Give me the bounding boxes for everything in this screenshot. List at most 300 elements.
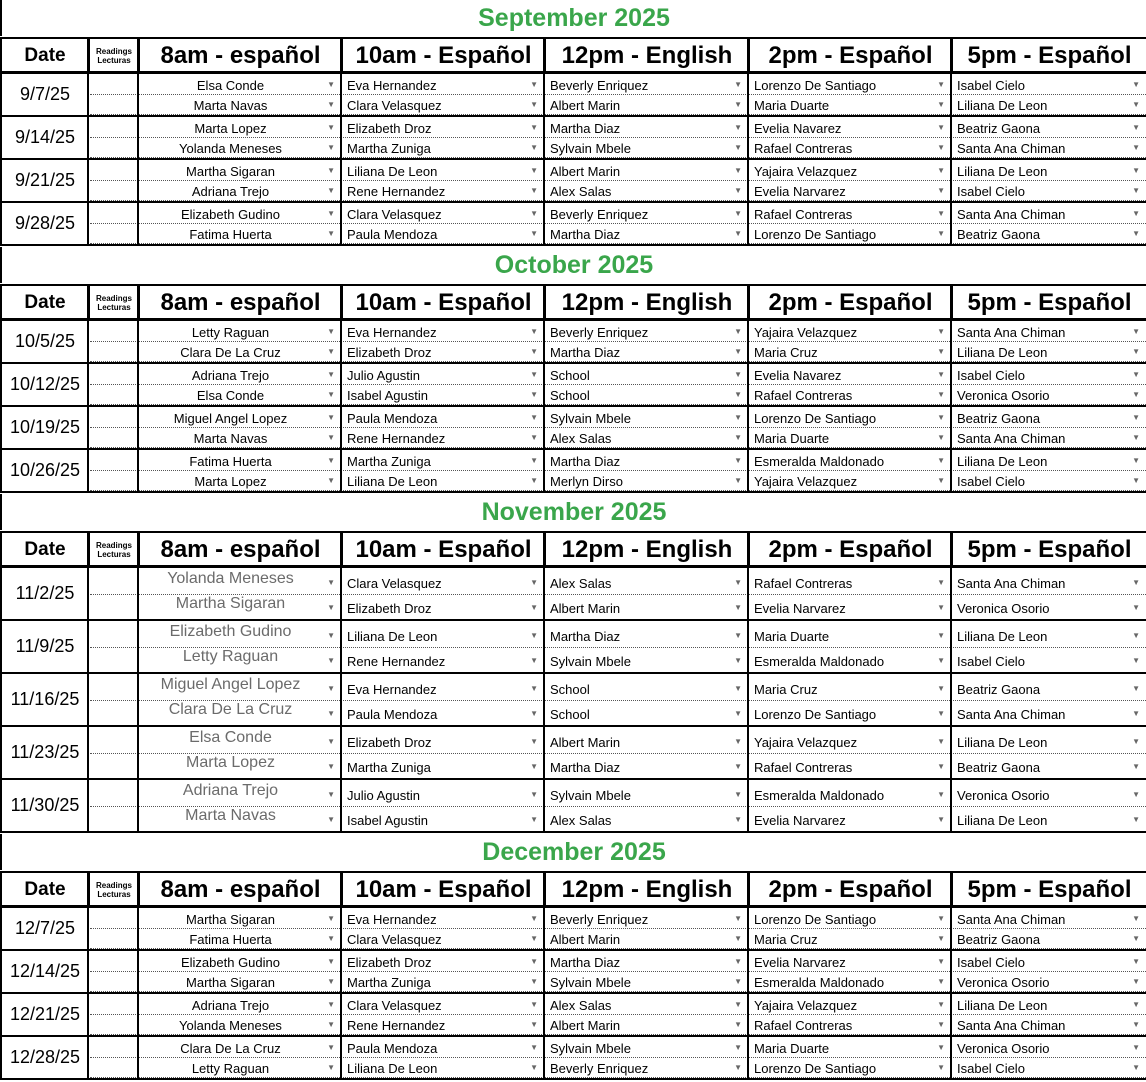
assignment-dropdown[interactable]	[749, 782, 950, 807]
dropdown-arrow-icon[interactable]: ▼	[734, 977, 742, 986]
dropdown-arrow-icon[interactable]: ▼	[530, 370, 538, 379]
assignment-dropdown[interactable]	[139, 807, 340, 832]
dropdown-arrow-icon[interactable]: ▼	[1132, 914, 1140, 923]
assignment-dropdown[interactable]	[342, 161, 543, 181]
dropdown-arrow-icon[interactable]: ▼	[1132, 229, 1140, 238]
dropdown-arrow-icon[interactable]: ▼	[734, 476, 742, 485]
assignment-dropdown[interactable]	[342, 676, 543, 701]
dropdown-arrow-icon[interactable]: ▼	[530, 977, 538, 986]
assignment-dropdown[interactable]	[749, 570, 950, 595]
dropdown-arrow-icon[interactable]: ▼	[530, 814, 538, 824]
assignment-dropdown[interactable]	[342, 754, 543, 779]
dropdown-arrow-icon[interactable]: ▼	[937, 630, 945, 640]
dropdown-arrow-icon[interactable]: ▼	[734, 630, 742, 640]
dropdown-arrow-icon[interactable]: ▼	[937, 390, 945, 399]
dropdown-arrow-icon[interactable]: ▼	[1132, 602, 1140, 612]
dropdown-arrow-icon[interactable]: ▼	[530, 736, 538, 746]
dropdown-arrow-icon[interactable]: ▼	[734, 1063, 742, 1072]
assignment-dropdown[interactable]	[749, 729, 950, 754]
dropdown-arrow-icon[interactable]: ▼	[937, 914, 945, 923]
assignment-dropdown[interactable]	[342, 204, 543, 224]
assignment-dropdown[interactable]	[545, 952, 747, 972]
dropdown-arrow-icon[interactable]: ▼	[734, 123, 742, 132]
assignment-dropdown[interactable]	[342, 451, 543, 471]
assignment-dropdown[interactable]	[749, 595, 950, 620]
dropdown-arrow-icon[interactable]: ▼	[1132, 370, 1140, 379]
dropdown-arrow-icon[interactable]: ▼	[937, 370, 945, 379]
assignment-dropdown[interactable]	[342, 408, 543, 428]
dropdown-arrow-icon[interactable]: ▼	[327, 80, 335, 89]
dropdown-arrow-icon[interactable]: ▼	[530, 934, 538, 943]
assignment-dropdown[interactable]	[139, 701, 340, 726]
dropdown-arrow-icon[interactable]: ▼	[734, 577, 742, 587]
assignment-dropdown[interactable]	[545, 995, 747, 1015]
dropdown-arrow-icon[interactable]: ▼	[530, 683, 538, 693]
dropdown-arrow-icon[interactable]: ▼	[1132, 934, 1140, 943]
assignment-dropdown[interactable]	[545, 648, 747, 673]
dropdown-arrow-icon[interactable]: ▼	[1132, 814, 1140, 824]
dropdown-arrow-icon[interactable]: ▼	[530, 789, 538, 799]
assignment-dropdown[interactable]	[952, 1015, 1145, 1035]
assignment-dropdown[interactable]	[545, 365, 747, 385]
dropdown-arrow-icon[interactable]: ▼	[530, 80, 538, 89]
dropdown-arrow-icon[interactable]: ▼	[734, 209, 742, 218]
dropdown-arrow-icon[interactable]: ▼	[937, 1063, 945, 1072]
dropdown-arrow-icon[interactable]: ▼	[1132, 1000, 1140, 1009]
assignment-dropdown[interactable]	[749, 118, 950, 138]
dropdown-arrow-icon[interactable]: ▼	[327, 708, 335, 718]
dropdown-arrow-icon[interactable]: ▼	[327, 1063, 335, 1072]
assignment-dropdown[interactable]	[342, 929, 543, 949]
dropdown-arrow-icon[interactable]: ▼	[734, 761, 742, 771]
assignment-dropdown[interactable]	[952, 365, 1145, 385]
assignment-dropdown[interactable]	[342, 1058, 543, 1078]
dropdown-arrow-icon[interactable]: ▼	[1132, 1020, 1140, 1029]
assignment-dropdown[interactable]	[952, 1058, 1145, 1078]
dropdown-arrow-icon[interactable]: ▼	[530, 347, 538, 356]
dropdown-arrow-icon[interactable]: ▼	[327, 630, 335, 640]
assignment-dropdown[interactable]	[749, 451, 950, 471]
dropdown-arrow-icon[interactable]: ▼	[327, 736, 335, 746]
dropdown-arrow-icon[interactable]: ▼	[327, 413, 335, 422]
dropdown-arrow-icon[interactable]: ▼	[937, 957, 945, 966]
dropdown-arrow-icon[interactable]: ▼	[734, 683, 742, 693]
dropdown-arrow-icon[interactable]: ▼	[1132, 143, 1140, 152]
dropdown-arrow-icon[interactable]: ▼	[937, 413, 945, 422]
dropdown-arrow-icon[interactable]: ▼	[530, 1063, 538, 1072]
assignment-dropdown[interactable]	[952, 595, 1145, 620]
assignment-dropdown[interactable]	[342, 729, 543, 754]
assignment-dropdown[interactable]	[952, 952, 1145, 972]
assignment-dropdown[interactable]	[749, 648, 950, 673]
assignment-dropdown[interactable]	[749, 623, 950, 648]
dropdown-arrow-icon[interactable]: ▼	[734, 143, 742, 152]
assignment-dropdown[interactable]	[952, 204, 1145, 224]
dropdown-arrow-icon[interactable]: ▼	[937, 80, 945, 89]
assignment-dropdown[interactable]	[952, 1038, 1145, 1058]
dropdown-arrow-icon[interactable]: ▼	[734, 708, 742, 718]
dropdown-arrow-icon[interactable]: ▼	[734, 655, 742, 665]
assignment-dropdown[interactable]	[952, 570, 1145, 595]
dropdown-arrow-icon[interactable]: ▼	[937, 577, 945, 587]
assignment-dropdown[interactable]	[749, 701, 950, 726]
assignment-dropdown[interactable]	[545, 623, 747, 648]
assignment-dropdown[interactable]	[749, 181, 950, 201]
assignment-dropdown[interactable]	[139, 385, 340, 405]
assignment-dropdown[interactable]	[952, 385, 1145, 405]
assignment-dropdown[interactable]	[749, 676, 950, 701]
dropdown-arrow-icon[interactable]: ▼	[734, 914, 742, 923]
assignment-dropdown[interactable]	[139, 408, 340, 428]
assignment-dropdown[interactable]	[952, 181, 1145, 201]
dropdown-arrow-icon[interactable]: ▼	[734, 166, 742, 175]
assignment-dropdown[interactable]	[545, 676, 747, 701]
dropdown-arrow-icon[interactable]: ▼	[327, 433, 335, 442]
dropdown-arrow-icon[interactable]: ▼	[734, 433, 742, 442]
dropdown-arrow-icon[interactable]: ▼	[327, 602, 335, 612]
assignment-dropdown[interactable]	[749, 995, 950, 1015]
assignment-dropdown[interactable]	[139, 451, 340, 471]
dropdown-arrow-icon[interactable]: ▼	[937, 1043, 945, 1052]
dropdown-arrow-icon[interactable]: ▼	[937, 736, 945, 746]
dropdown-arrow-icon[interactable]: ▼	[530, 476, 538, 485]
dropdown-arrow-icon[interactable]: ▼	[937, 347, 945, 356]
assignment-dropdown[interactable]	[342, 471, 543, 491]
dropdown-arrow-icon[interactable]: ▼	[1132, 186, 1140, 195]
assignment-dropdown[interactable]	[139, 754, 340, 779]
dropdown-arrow-icon[interactable]: ▼	[1132, 957, 1140, 966]
assignment-dropdown[interactable]	[545, 451, 747, 471]
assignment-dropdown[interactable]	[952, 95, 1145, 115]
assignment-dropdown[interactable]	[342, 1038, 543, 1058]
assignment-dropdown[interactable]	[952, 995, 1145, 1015]
assignment-dropdown[interactable]	[952, 972, 1145, 992]
assignment-dropdown[interactable]	[952, 676, 1145, 701]
dropdown-arrow-icon[interactable]: ▼	[734, 1000, 742, 1009]
dropdown-arrow-icon[interactable]: ▼	[327, 761, 335, 771]
assignment-dropdown[interactable]	[139, 342, 340, 362]
assignment-dropdown[interactable]	[545, 807, 747, 832]
assignment-dropdown[interactable]	[342, 138, 543, 158]
dropdown-arrow-icon[interactable]: ▼	[327, 143, 335, 152]
dropdown-arrow-icon[interactable]: ▼	[1132, 655, 1140, 665]
assignment-dropdown[interactable]	[545, 428, 747, 448]
assignment-dropdown[interactable]	[545, 471, 747, 491]
assignment-dropdown[interactable]	[545, 138, 747, 158]
dropdown-arrow-icon[interactable]: ▼	[530, 957, 538, 966]
dropdown-arrow-icon[interactable]: ▼	[327, 1000, 335, 1009]
dropdown-arrow-icon[interactable]: ▼	[327, 683, 335, 693]
assignment-dropdown[interactable]	[139, 118, 340, 138]
assignment-dropdown[interactable]	[139, 95, 340, 115]
assignment-dropdown[interactable]	[952, 807, 1145, 832]
assignment-dropdown[interactable]	[749, 754, 950, 779]
assignment-dropdown[interactable]	[139, 595, 340, 620]
assignment-dropdown[interactable]	[545, 754, 747, 779]
dropdown-arrow-icon[interactable]: ▼	[937, 683, 945, 693]
dropdown-arrow-icon[interactable]: ▼	[327, 577, 335, 587]
dropdown-arrow-icon[interactable]: ▼	[327, 655, 335, 665]
dropdown-arrow-icon[interactable]: ▼	[937, 1000, 945, 1009]
dropdown-arrow-icon[interactable]: ▼	[937, 209, 945, 218]
assignment-dropdown[interactable]	[545, 1038, 747, 1058]
dropdown-arrow-icon[interactable]: ▼	[937, 123, 945, 132]
assignment-dropdown[interactable]	[545, 385, 747, 405]
dropdown-arrow-icon[interactable]: ▼	[937, 708, 945, 718]
dropdown-arrow-icon[interactable]: ▼	[734, 80, 742, 89]
dropdown-arrow-icon[interactable]: ▼	[937, 977, 945, 986]
dropdown-arrow-icon[interactable]: ▼	[937, 655, 945, 665]
dropdown-arrow-icon[interactable]: ▼	[937, 934, 945, 943]
dropdown-arrow-icon[interactable]: ▼	[937, 100, 945, 109]
assignment-dropdown[interactable]	[749, 428, 950, 448]
assignment-dropdown[interactable]	[139, 909, 340, 929]
assignment-dropdown[interactable]	[139, 929, 340, 949]
dropdown-arrow-icon[interactable]: ▼	[1132, 736, 1140, 746]
assignment-dropdown[interactable]	[749, 408, 950, 428]
dropdown-arrow-icon[interactable]: ▼	[327, 390, 335, 399]
assignment-dropdown[interactable]	[545, 729, 747, 754]
assignment-dropdown[interactable]	[545, 972, 747, 992]
assignment-dropdown[interactable]	[139, 676, 340, 701]
dropdown-arrow-icon[interactable]: ▼	[530, 1020, 538, 1029]
assignment-dropdown[interactable]	[749, 929, 950, 949]
assignment-dropdown[interactable]	[952, 701, 1145, 726]
assignment-dropdown[interactable]	[545, 75, 747, 95]
assignment-dropdown[interactable]	[139, 952, 340, 972]
dropdown-arrow-icon[interactable]: ▼	[734, 229, 742, 238]
dropdown-arrow-icon[interactable]: ▼	[937, 814, 945, 824]
assignment-dropdown[interactable]	[952, 729, 1145, 754]
assignment-dropdown[interactable]	[342, 428, 543, 448]
assignment-dropdown[interactable]	[545, 342, 747, 362]
assignment-dropdown[interactable]	[139, 1038, 340, 1058]
dropdown-arrow-icon[interactable]: ▼	[327, 1043, 335, 1052]
assignment-dropdown[interactable]	[342, 322, 543, 342]
assignment-dropdown[interactable]	[139, 570, 340, 595]
dropdown-arrow-icon[interactable]: ▼	[734, 1043, 742, 1052]
dropdown-arrow-icon[interactable]: ▼	[734, 327, 742, 336]
assignment-dropdown[interactable]	[342, 570, 543, 595]
assignment-dropdown[interactable]	[545, 161, 747, 181]
dropdown-arrow-icon[interactable]: ▼	[1132, 100, 1140, 109]
assignment-dropdown[interactable]	[952, 224, 1145, 244]
dropdown-arrow-icon[interactable]: ▼	[327, 814, 335, 824]
assignment-dropdown[interactable]	[545, 570, 747, 595]
dropdown-arrow-icon[interactable]: ▼	[734, 370, 742, 379]
assignment-dropdown[interactable]	[342, 648, 543, 673]
assignment-dropdown[interactable]	[545, 1015, 747, 1035]
assignment-dropdown[interactable]	[952, 161, 1145, 181]
dropdown-arrow-icon[interactable]: ▼	[937, 143, 945, 152]
assignment-dropdown[interactable]	[952, 909, 1145, 929]
dropdown-arrow-icon[interactable]: ▼	[1132, 476, 1140, 485]
assignment-dropdown[interactable]	[139, 181, 340, 201]
assignment-dropdown[interactable]	[545, 408, 747, 428]
dropdown-arrow-icon[interactable]: ▼	[530, 123, 538, 132]
dropdown-arrow-icon[interactable]: ▼	[734, 602, 742, 612]
dropdown-arrow-icon[interactable]: ▼	[937, 789, 945, 799]
dropdown-arrow-icon[interactable]: ▼	[327, 347, 335, 356]
assignment-dropdown[interactable]	[342, 995, 543, 1015]
dropdown-arrow-icon[interactable]: ▼	[937, 1020, 945, 1029]
assignment-dropdown[interactable]	[952, 322, 1145, 342]
assignment-dropdown[interactable]	[749, 95, 950, 115]
dropdown-arrow-icon[interactable]: ▼	[1132, 761, 1140, 771]
dropdown-arrow-icon[interactable]: ▼	[1132, 433, 1140, 442]
dropdown-arrow-icon[interactable]: ▼	[1132, 413, 1140, 422]
dropdown-arrow-icon[interactable]: ▼	[1132, 80, 1140, 89]
assignment-dropdown[interactable]	[139, 648, 340, 673]
assignment-dropdown[interactable]	[545, 95, 747, 115]
assignment-dropdown[interactable]	[139, 224, 340, 244]
assignment-dropdown[interactable]	[342, 952, 543, 972]
assignment-dropdown[interactable]	[545, 224, 747, 244]
assignment-dropdown[interactable]	[952, 428, 1145, 448]
dropdown-arrow-icon[interactable]: ▼	[530, 229, 538, 238]
assignment-dropdown[interactable]	[952, 75, 1145, 95]
dropdown-arrow-icon[interactable]: ▼	[937, 761, 945, 771]
assignment-dropdown[interactable]	[342, 224, 543, 244]
assignment-dropdown[interactable]	[749, 322, 950, 342]
assignment-dropdown[interactable]	[342, 909, 543, 929]
assignment-dropdown[interactable]	[749, 1038, 950, 1058]
dropdown-arrow-icon[interactable]: ▼	[734, 934, 742, 943]
assignment-dropdown[interactable]	[749, 807, 950, 832]
assignment-dropdown[interactable]	[342, 385, 543, 405]
assignment-dropdown[interactable]	[952, 782, 1145, 807]
assignment-dropdown[interactable]	[342, 118, 543, 138]
dropdown-arrow-icon[interactable]: ▼	[1132, 1063, 1140, 1072]
assignment-dropdown[interactable]	[952, 648, 1145, 673]
assignment-dropdown[interactable]	[545, 118, 747, 138]
dropdown-arrow-icon[interactable]: ▼	[327, 186, 335, 195]
dropdown-arrow-icon[interactable]: ▼	[530, 914, 538, 923]
assignment-dropdown[interactable]	[749, 972, 950, 992]
assignment-dropdown[interactable]	[342, 972, 543, 992]
dropdown-arrow-icon[interactable]: ▼	[1132, 123, 1140, 132]
dropdown-arrow-icon[interactable]: ▼	[327, 957, 335, 966]
assignment-dropdown[interactable]	[545, 595, 747, 620]
dropdown-arrow-icon[interactable]: ▼	[734, 789, 742, 799]
assignment-dropdown[interactable]	[749, 952, 950, 972]
dropdown-arrow-icon[interactable]: ▼	[530, 100, 538, 109]
assignment-dropdown[interactable]	[342, 1015, 543, 1035]
assignment-dropdown[interactable]	[342, 701, 543, 726]
dropdown-arrow-icon[interactable]: ▼	[937, 476, 945, 485]
dropdown-arrow-icon[interactable]: ▼	[1132, 789, 1140, 799]
dropdown-arrow-icon[interactable]: ▼	[734, 1020, 742, 1029]
assignment-dropdown[interactable]	[139, 623, 340, 648]
assignment-dropdown[interactable]	[545, 701, 747, 726]
dropdown-arrow-icon[interactable]: ▼	[530, 630, 538, 640]
assignment-dropdown[interactable]	[545, 909, 747, 929]
dropdown-arrow-icon[interactable]: ▼	[530, 1043, 538, 1052]
dropdown-arrow-icon[interactable]: ▼	[327, 166, 335, 175]
assignment-dropdown[interactable]	[545, 204, 747, 224]
assignment-dropdown[interactable]	[139, 1015, 340, 1035]
dropdown-arrow-icon[interactable]: ▼	[327, 123, 335, 132]
assignment-dropdown[interactable]	[342, 595, 543, 620]
assignment-dropdown[interactable]	[139, 322, 340, 342]
assignment-dropdown[interactable]	[139, 161, 340, 181]
dropdown-arrow-icon[interactable]: ▼	[1132, 577, 1140, 587]
dropdown-arrow-icon[interactable]: ▼	[734, 814, 742, 824]
assignment-dropdown[interactable]	[952, 451, 1145, 471]
dropdown-arrow-icon[interactable]: ▼	[327, 229, 335, 238]
dropdown-arrow-icon[interactable]: ▼	[530, 413, 538, 422]
assignment-dropdown[interactable]	[749, 75, 950, 95]
assignment-dropdown[interactable]	[749, 204, 950, 224]
dropdown-arrow-icon[interactable]: ▼	[530, 186, 538, 195]
dropdown-arrow-icon[interactable]: ▼	[734, 413, 742, 422]
assignment-dropdown[interactable]	[342, 365, 543, 385]
dropdown-arrow-icon[interactable]: ▼	[530, 655, 538, 665]
dropdown-arrow-icon[interactable]: ▼	[734, 347, 742, 356]
dropdown-arrow-icon[interactable]: ▼	[1132, 456, 1140, 465]
assignment-dropdown[interactable]	[749, 342, 950, 362]
dropdown-arrow-icon[interactable]: ▼	[327, 914, 335, 923]
dropdown-arrow-icon[interactable]: ▼	[734, 736, 742, 746]
assignment-dropdown[interactable]	[545, 322, 747, 342]
dropdown-arrow-icon[interactable]: ▼	[530, 166, 538, 175]
dropdown-arrow-icon[interactable]: ▼	[530, 761, 538, 771]
dropdown-arrow-icon[interactable]: ▼	[734, 957, 742, 966]
assignment-dropdown[interactable]	[749, 1058, 950, 1078]
dropdown-arrow-icon[interactable]: ▼	[734, 390, 742, 399]
dropdown-arrow-icon[interactable]: ▼	[327, 977, 335, 986]
assignment-dropdown[interactable]	[952, 408, 1145, 428]
assignment-dropdown[interactable]	[952, 471, 1145, 491]
dropdown-arrow-icon[interactable]: ▼	[530, 1000, 538, 1009]
assignment-dropdown[interactable]	[139, 972, 340, 992]
dropdown-arrow-icon[interactable]: ▼	[1132, 683, 1140, 693]
dropdown-arrow-icon[interactable]: ▼	[1132, 166, 1140, 175]
assignment-dropdown[interactable]	[749, 1015, 950, 1035]
assignment-dropdown[interactable]	[139, 1058, 340, 1078]
dropdown-arrow-icon[interactable]: ▼	[937, 327, 945, 336]
dropdown-arrow-icon[interactable]: ▼	[530, 577, 538, 587]
dropdown-arrow-icon[interactable]: ▼	[530, 456, 538, 465]
assignment-dropdown[interactable]	[139, 204, 340, 224]
assignment-dropdown[interactable]	[952, 623, 1145, 648]
dropdown-arrow-icon[interactable]: ▼	[1132, 1043, 1140, 1052]
assignment-dropdown[interactable]	[342, 782, 543, 807]
assignment-dropdown[interactable]	[139, 75, 340, 95]
dropdown-arrow-icon[interactable]: ▼	[937, 186, 945, 195]
assignment-dropdown[interactable]	[545, 929, 747, 949]
dropdown-arrow-icon[interactable]: ▼	[1132, 977, 1140, 986]
dropdown-arrow-icon[interactable]: ▼	[530, 143, 538, 152]
dropdown-arrow-icon[interactable]: ▼	[1132, 708, 1140, 718]
assignment-dropdown[interactable]	[749, 161, 950, 181]
assignment-dropdown[interactable]	[749, 471, 950, 491]
assignment-dropdown[interactable]	[139, 365, 340, 385]
assignment-dropdown[interactable]	[545, 782, 747, 807]
dropdown-arrow-icon[interactable]: ▼	[327, 100, 335, 109]
assignment-dropdown[interactable]	[139, 471, 340, 491]
dropdown-arrow-icon[interactable]: ▼	[530, 602, 538, 612]
dropdown-arrow-icon[interactable]: ▼	[530, 708, 538, 718]
dropdown-arrow-icon[interactable]: ▼	[327, 209, 335, 218]
assignment-dropdown[interactable]	[749, 138, 950, 158]
dropdown-arrow-icon[interactable]: ▼	[937, 433, 945, 442]
assignment-dropdown[interactable]	[545, 1058, 747, 1078]
dropdown-arrow-icon[interactable]: ▼	[327, 934, 335, 943]
dropdown-arrow-icon[interactable]: ▼	[327, 327, 335, 336]
dropdown-arrow-icon[interactable]: ▼	[734, 100, 742, 109]
assignment-dropdown[interactable]	[139, 138, 340, 158]
